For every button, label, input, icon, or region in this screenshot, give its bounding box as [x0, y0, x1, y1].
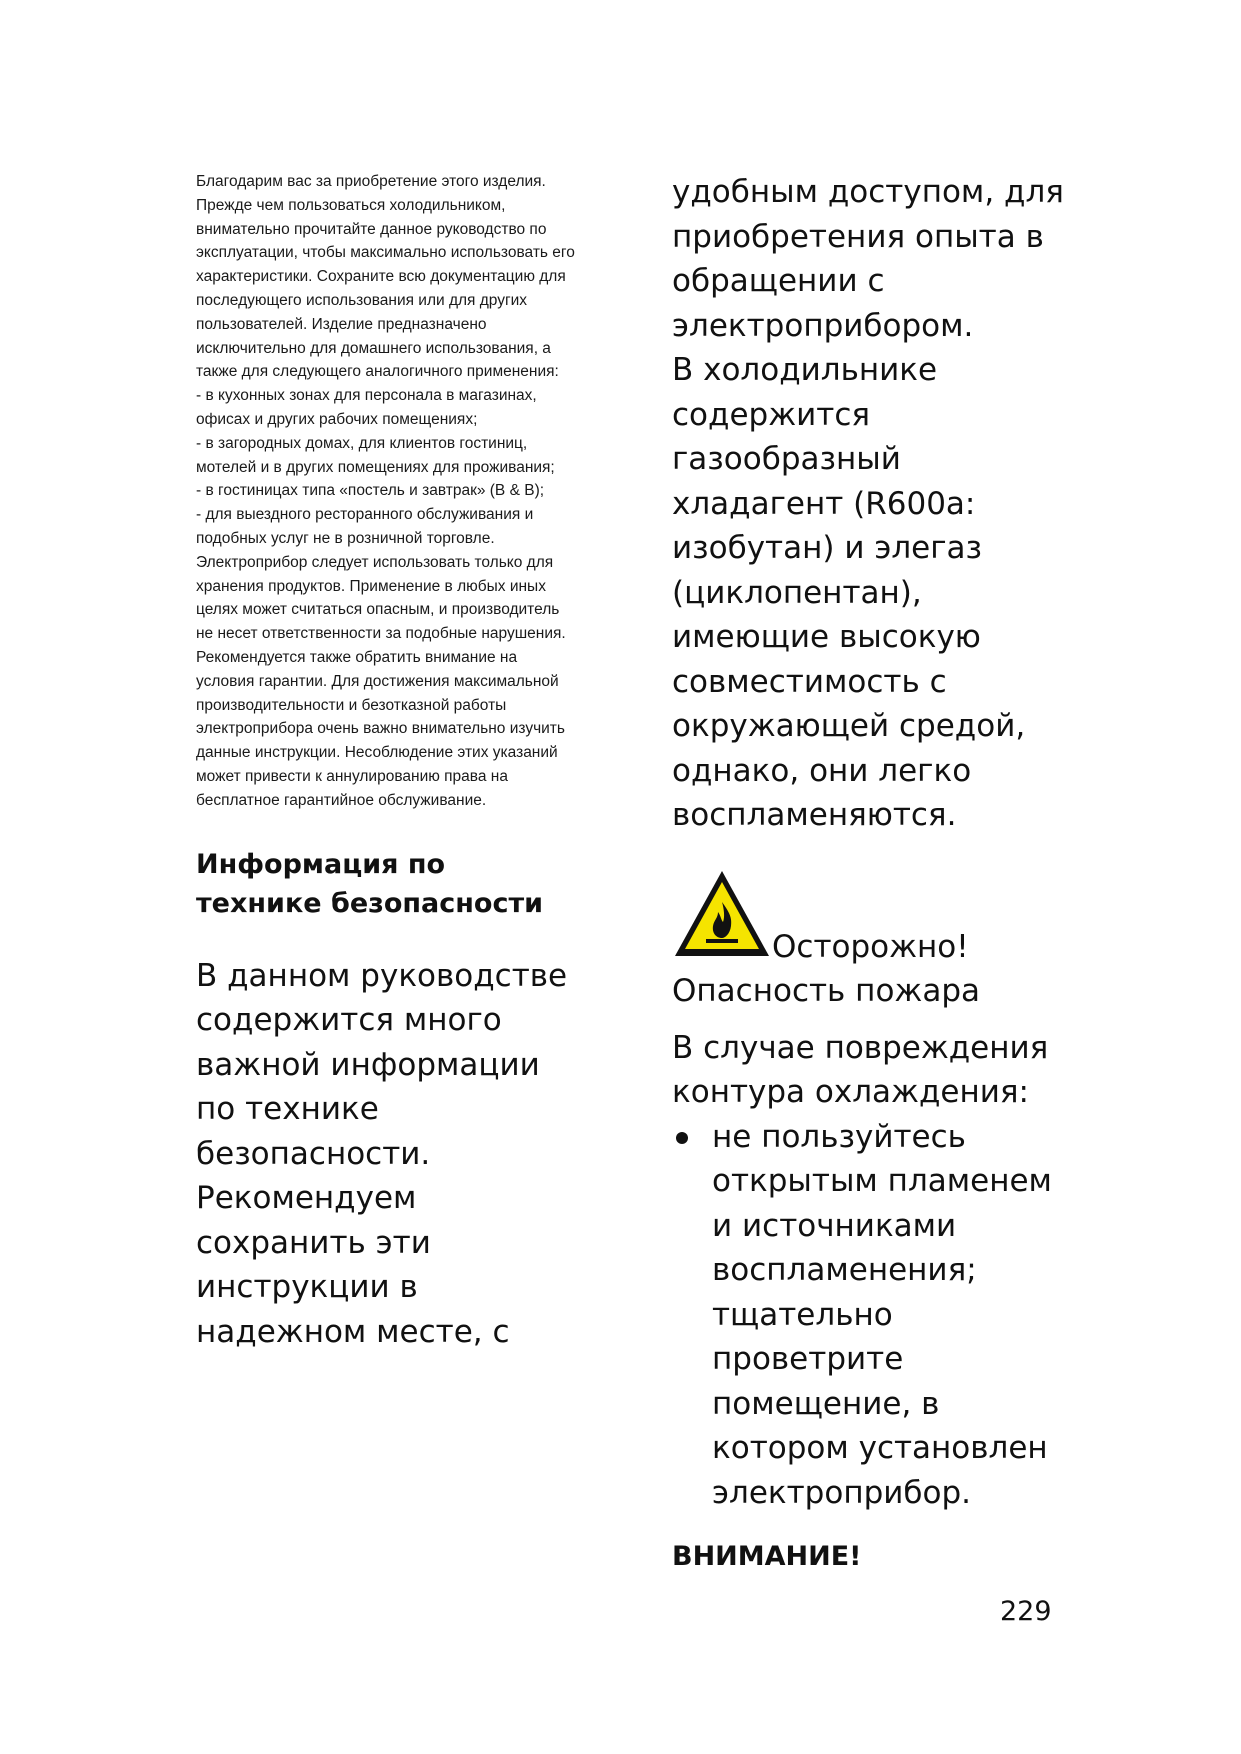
flammable-warning-icon: [672, 868, 772, 960]
continuation-text: удобным доступом, для приобретения опыта в обращении с электроприбором.: [672, 174, 1064, 344]
attention-heading: ВНИМАНИЕ!: [672, 1541, 862, 1572]
safety-intro-text: В данном руководстве содержится много важной информации по технике безопасности. Рекомендуем сохранить эти инструкции в надежном месте, с: [196, 957, 568, 1350]
bullet-icon: [676, 1132, 688, 1144]
fire-danger-label: Опасность пожара: [672, 972, 981, 1009]
precaution-list: [672, 1115, 1072, 1516]
page-number: 229: [1000, 1596, 1052, 1627]
intro-paragraph: Благодарим вас за приобретение этого изделия.: [196, 173, 546, 190]
usage-list-item: - в загородных домах, для клиентов гостиниц, мотелей и в других помещениях для проживания;: [196, 434, 555, 476]
list-item: [672, 1115, 1072, 1516]
intro-paragraph: Прежде чем пользоваться холодильником, внимательно прочитайте данное руководство по эксплуатации, чтобы максимально использовать его характеристики. Сохраните всю документацию для последующего использования или для других пользователей. Изделие предназначено исключительно для домашнего использования, а также для следующего аналогичного применения:: [196, 196, 575, 381]
intro-paragraph: Электроприбор следует использовать только для хранения продуктов. Применение в любых иных целях может считаться опасным, и производитель не несет ответственности за подобные нарушения. Рекомендуется также обратить внимание на условия гарантии. Для достижения максимальной производительности и безотказной работы электроприбора очень важно внимательно изучить данные инструкции. Несоблюдение этих указаний может привести к аннулированию права на бесплатное гарантийное обслуживание.: [196, 553, 566, 809]
usage-list-item: - для выездного ресторанного обслуживания и подобных услуг не в розничной торговле.: [196, 506, 534, 547]
right-column: [672, 170, 1072, 1577]
safety-heading: Информация по технике безопасности: [196, 848, 544, 919]
usage-list-item: - в кухонных зонах для персонала в магазинах, офисах и других рабочих помещениях;: [196, 387, 537, 428]
usage-list-item: - в гостиницах типа «постель и завтрак» (B & B);: [196, 482, 545, 500]
caution-label: Осторожно!: [772, 928, 969, 965]
intro-text-block: [196, 170, 576, 813]
fire-warning: [672, 868, 1072, 1009]
circuit-intro: В случае повреждения контура охлаждения:: [672, 1029, 1049, 1110]
refrigerant-text: В холодильнике содержится газообразный хладагент (R600a: изобутан) и элегаз (циклопентан), имеющие высокую совместимость с окружающей средой, однако, они легко воспламеняются.: [672, 352, 1026, 833]
left-column: [196, 170, 576, 1354]
list-item-text: не пользуйтесь открытым пламенем и источниками воспламенения; тщательно проветрите помещение, в котором установлен электроприбор.: [712, 1118, 1052, 1511]
